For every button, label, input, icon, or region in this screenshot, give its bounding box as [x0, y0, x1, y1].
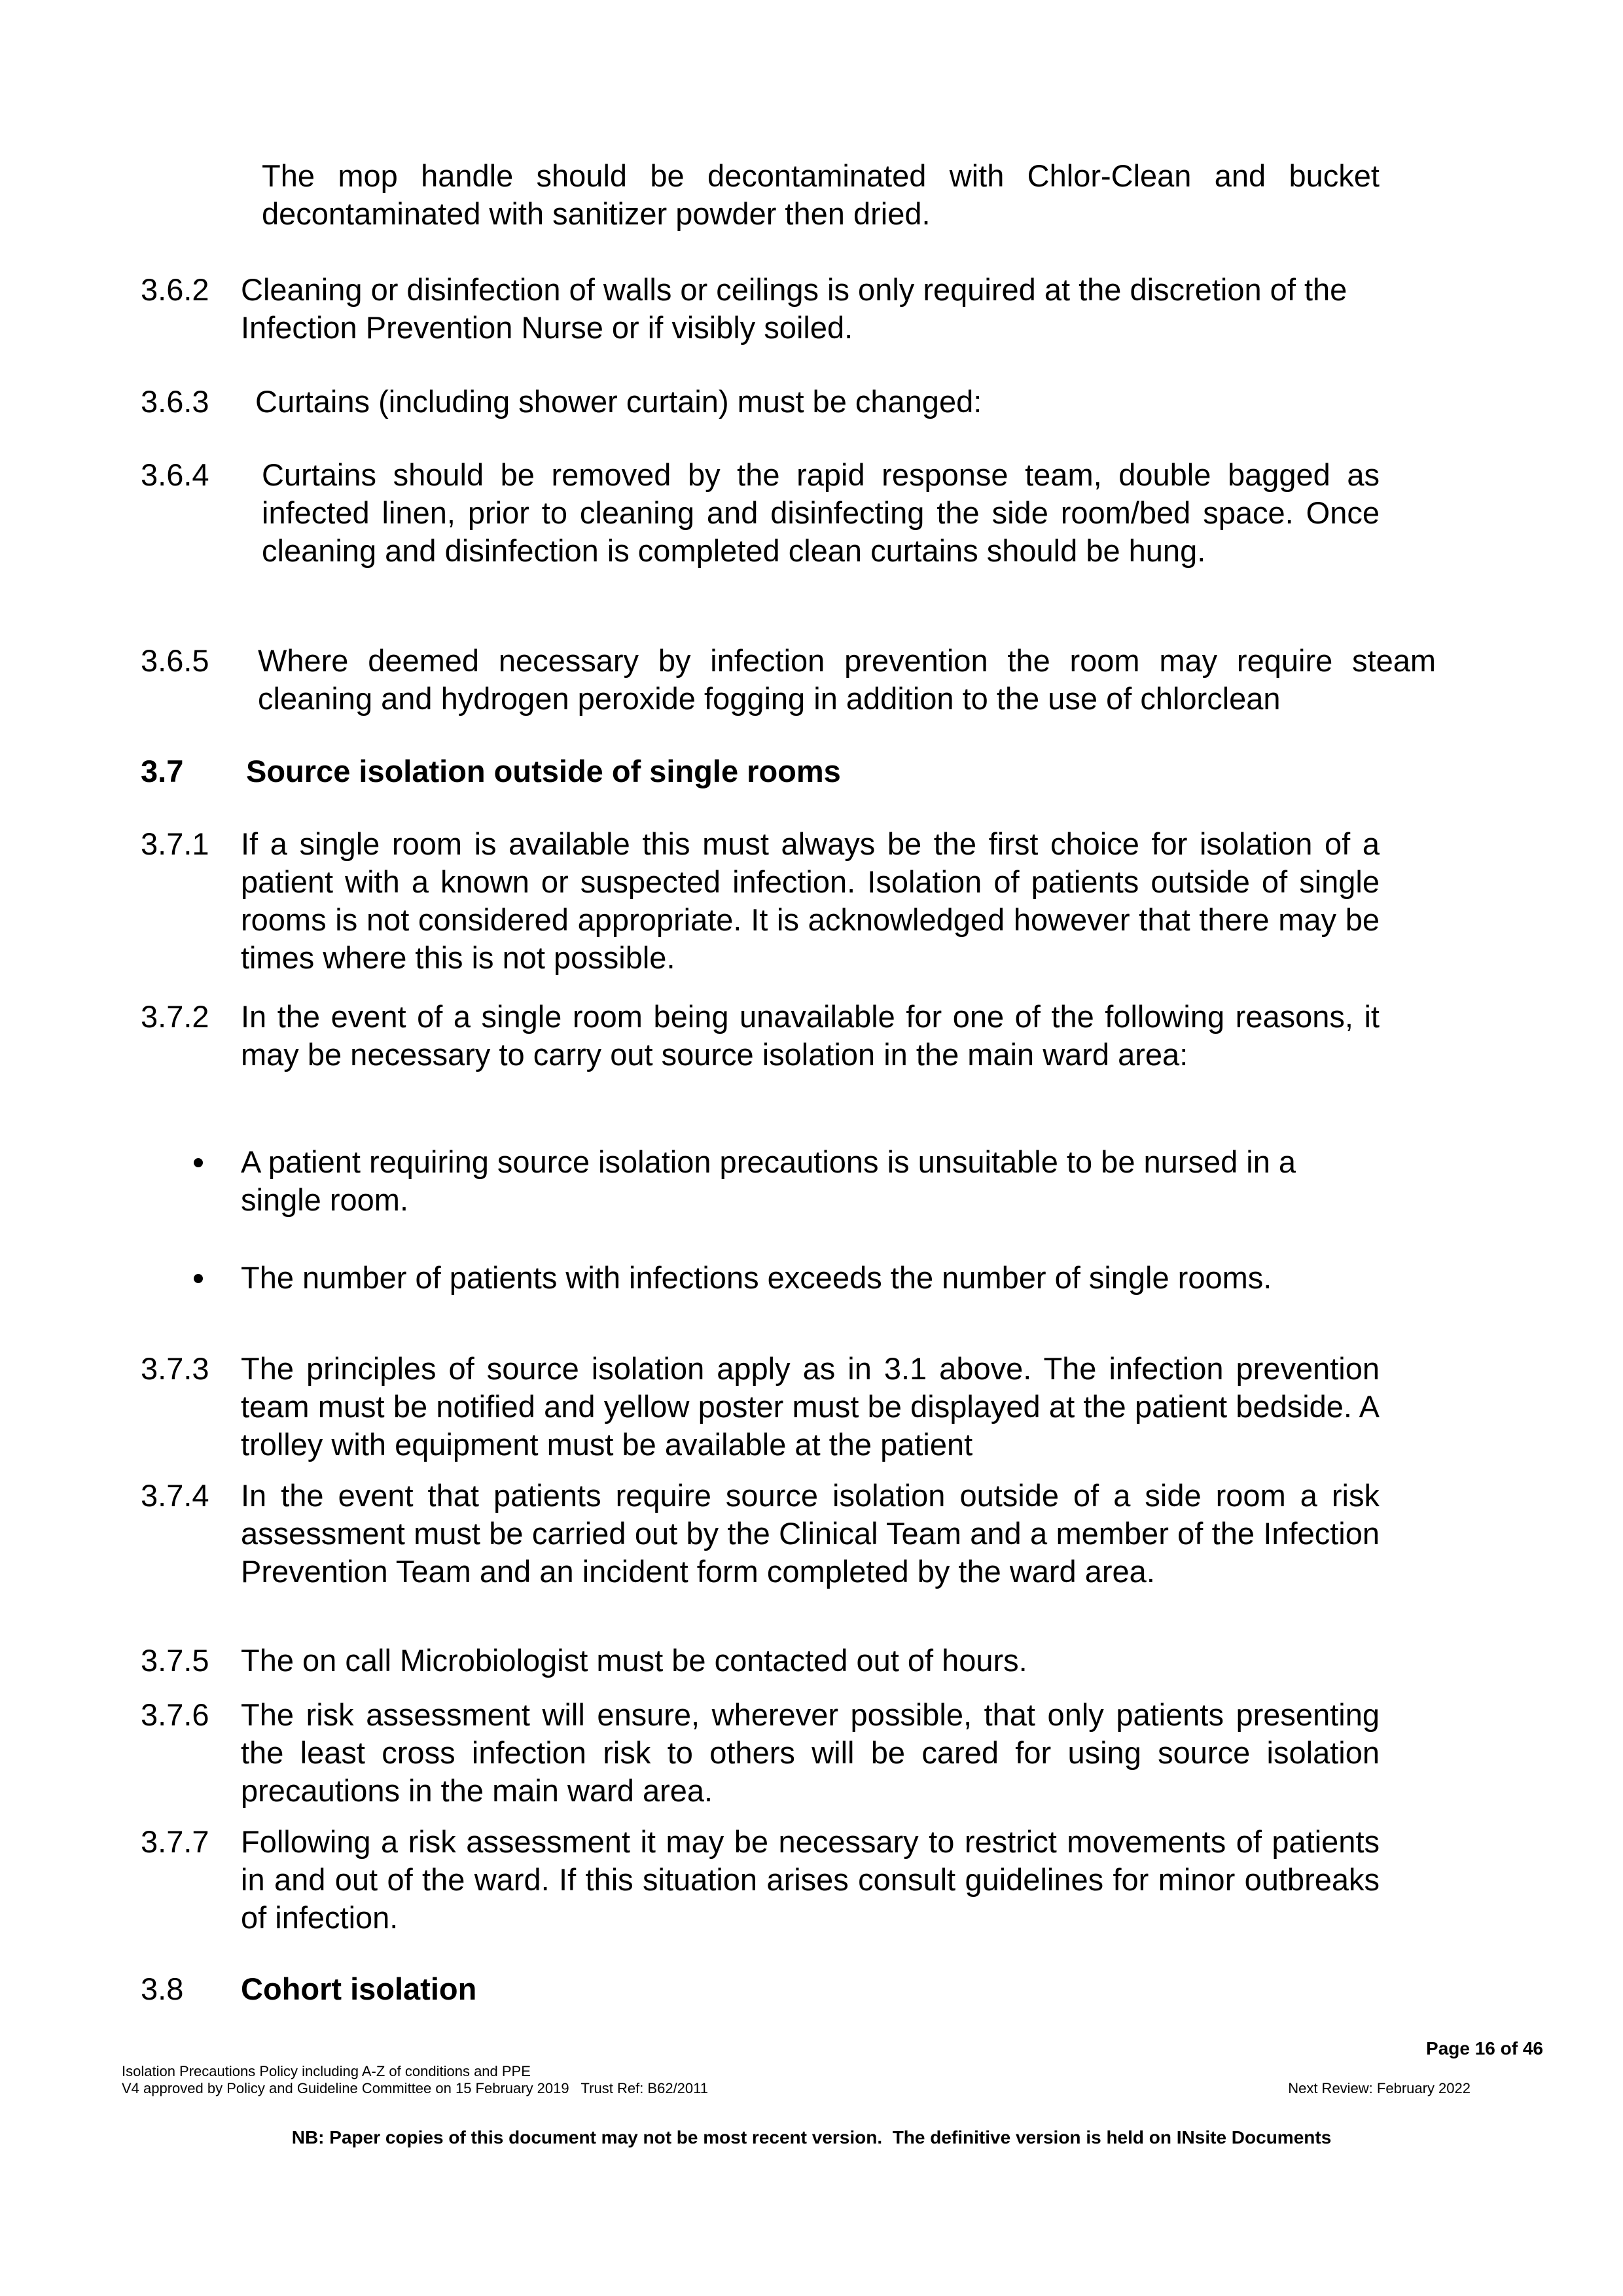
paragraph-mop-handle: The mop handle should be decontaminated with Chlor-Clean and bucket decontaminated with sanitizer powder then dried. — [262, 158, 1380, 231]
section-number-3-7-4: 3.7.4 — [141, 1478, 209, 1513]
section-heading-3-8: Cohort isolation — [241, 1971, 477, 2006]
page-number: Page 16 of 46 — [1426, 2038, 1543, 2058]
paragraph-3-7-4: In the event that patients require source isolation outside of a side room a risk assessment must be carried out by the Clinical Team and a member of the Infection Prevention Team and an incident form completed by the ward area. — [241, 1478, 1380, 1589]
bullet-marker — [194, 1158, 203, 1167]
paragraph-3-6-5: Where deemed necessary by infection prevention the room may require steam cleaning and hydrogen peroxide fogging in addition to the use of chlorclean — [258, 643, 1436, 716]
section-number-3-7-3: 3.7.3 — [141, 1351, 209, 1386]
paragraph-3-6-2: Cleaning or disinfection of walls or ceilings is only required at the discretion of the Infection Prevention Nurse or if visibly soiled. — [241, 272, 1347, 345]
paragraph-3-7-6: The risk assessment will ensure, wherever possible, that only patients presenting the least cross infection risk to others will be cared for using source isolation precautions in the main ward area. — [241, 1697, 1380, 1808]
section-number-3-6-4: 3.6.4 — [141, 457, 209, 492]
footer-document-title: Isolation Precautions Policy including A-Z of conditions and PPE — [122, 2063, 531, 2079]
section-number-3-6-2: 3.6.2 — [141, 272, 209, 307]
section-number-3-7-2: 3.7.2 — [141, 999, 209, 1034]
section-number-3-6-3: 3.6.3 — [141, 384, 209, 419]
section-number-3-7: 3.7 — [141, 754, 184, 788]
bullet-item: A patient requiring source isolation precautions is unsuitable to be nursed in a single room. — [241, 1144, 1296, 1217]
section-number-3-7-1: 3.7.1 — [141, 826, 209, 861]
footer-approval-info: V4 approved by Policy and Guideline Committee on 15 February 2019 Trust Ref: B62/2011 — [122, 2080, 708, 2096]
section-number-3-6-5: 3.6.5 — [141, 643, 209, 678]
section-number-3-7-6: 3.7.6 — [141, 1697, 209, 1732]
footer-paper-copy-notice: NB: Paper copies of this document may not be most recent version. The definitive version is held on INsite Documents — [291, 2127, 1332, 2147]
paragraph-3-7-1: If a single room is available this must always be the first choice for isolation of a patient with a known or suspected infection. Isolation of patients outside of single rooms is not considered appropriate. It is acknowledged however that there may be times where this is not possible. — [241, 826, 1380, 975]
section-number-3-7-5: 3.7.5 — [141, 1643, 209, 1678]
paragraph-3-7-2: In the event of a single room being unavailable for one of the following reasons, it may be necessary to carry out source isolation in the main ward area: — [241, 999, 1423, 1072]
footer-next-review: Next Review: February 2022 — [1288, 2080, 1471, 2096]
paragraph-3-7-5: The on call Microbiologist must be contacted out of hours. — [241, 1643, 1027, 1678]
section-number-3-8: 3.8 — [141, 1971, 184, 2006]
bullet-item: The number of patients with infections exceeds the number of single rooms. — [241, 1260, 1272, 1295]
paragraph-3-6-4: Curtains should be removed by the rapid response team, double bagged as infected linen, prior to cleaning and disinfecting the side room/bed space. Once cleaning and disinfection is completed clean curtains should be hung. — [262, 457, 1380, 568]
paragraph-3-6-3: Curtains (including shower curtain) must be changed: — [255, 384, 982, 419]
paragraph-3-7-3: The principles of source isolation apply as in 3.1 above. The infection prevention team must be notified and yellow poster must be displayed at the patient bedside. A trolley with equipment must be available at the patient — [241, 1351, 1380, 1462]
bullet-marker — [194, 1274, 203, 1283]
section-number-3-7-7: 3.7.7 — [141, 1824, 209, 1859]
section-heading-3-7: Source isolation outside of single rooms — [246, 754, 841, 788]
paragraph-3-7-7: Following a risk assessment it may be necessary to restrict movements of patients in and out of the ward. If this situation arises consult guidelines for minor outbreaks of infection. — [241, 1824, 1380, 1935]
